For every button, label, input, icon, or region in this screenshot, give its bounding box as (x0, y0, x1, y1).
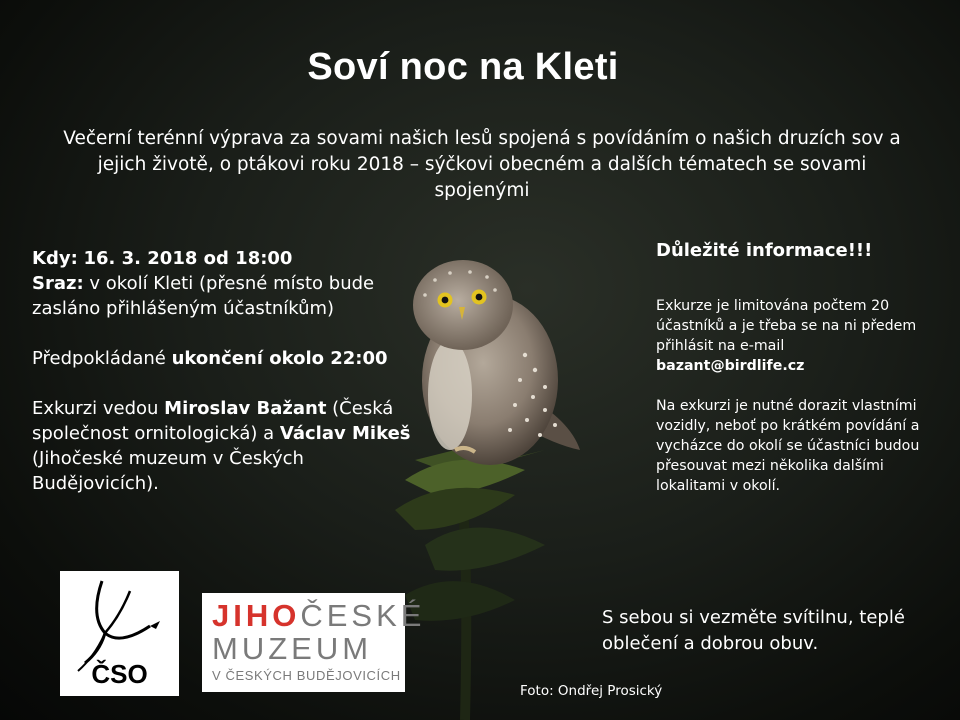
guide-name-2: Václav Mikeš (279, 423, 411, 444)
jm-logo-line1 (212, 599, 425, 633)
jm-logo-line2: MUZEUM (212, 631, 373, 666)
pine-branch (395, 445, 545, 720)
transport-note: Na exkurzi je nutné dorazit vlastními vozidly, neboť po krátkém povídání a vycházce do okolí se účastníci budou přesouvat mezi několika dalšími lokalitami v okolí. (656, 398, 920, 494)
guides-line (32, 396, 412, 496)
guide-org-2: (Jihočeské muzeum v Českých Budějovicích). (32, 448, 304, 494)
jihoceske-muzeum-logo (202, 593, 426, 692)
intro-text: Večerní terénní výprava za sovami našich lesů spojená s povídáním o našich druzích sov a jejich životě, o ptákovi roku 2018 – sýčkovi obecném a dalších tématech se sovami spojenými (63, 128, 901, 201)
registration-note (656, 296, 926, 376)
end-prefix: Předpokládané (32, 348, 172, 369)
guides-prefix: Exkurzi vedou (32, 398, 165, 419)
registration-text: Exkurze je limitována počtem 20 účastníků a je třeba se na ni předem přihlásit na e-mail (656, 298, 917, 354)
photo-credit: Foto: Ondřej Prosický (520, 683, 663, 699)
when-label: Kdy: (32, 248, 78, 269)
jm-logo-gray: ČESKÉ (300, 598, 426, 633)
important-info (656, 296, 926, 516)
event-details (32, 246, 412, 521)
end-time: ukončení okolo 22:00 (171, 348, 388, 369)
meet-value: v okolí Kleti (přesné místo bude zasláno přihlášeným účastníkům) (32, 273, 375, 319)
when-value: 16. 3. 2018 od 18:00 (83, 248, 293, 269)
meet-label: Sraz: (32, 273, 84, 294)
cso-logo-text: ČSO (91, 659, 148, 689)
bring-note: S sebou si vezměte svítilnu, teplé oblečení a dobrou obuv. (602, 607, 905, 654)
end-line (32, 346, 412, 371)
page-title: Soví noc na Kleti (307, 46, 619, 88)
jm-logo-red: JIHO (212, 598, 301, 633)
guide-name-1: Miroslav Bažant (164, 398, 327, 419)
when-line (32, 246, 412, 321)
cso-logo (60, 571, 179, 696)
jm-logo-line3: V ČESKÝCH BUDĚJOVICÍCH (212, 668, 401, 683)
contact-email[interactable]: bazant@birdlife.cz (656, 358, 805, 374)
important-heading: Důležité informace!!! (656, 240, 873, 261)
owl-photo (395, 245, 595, 720)
guide-org-1: (Česká společnost ornitologická) a (32, 398, 394, 444)
